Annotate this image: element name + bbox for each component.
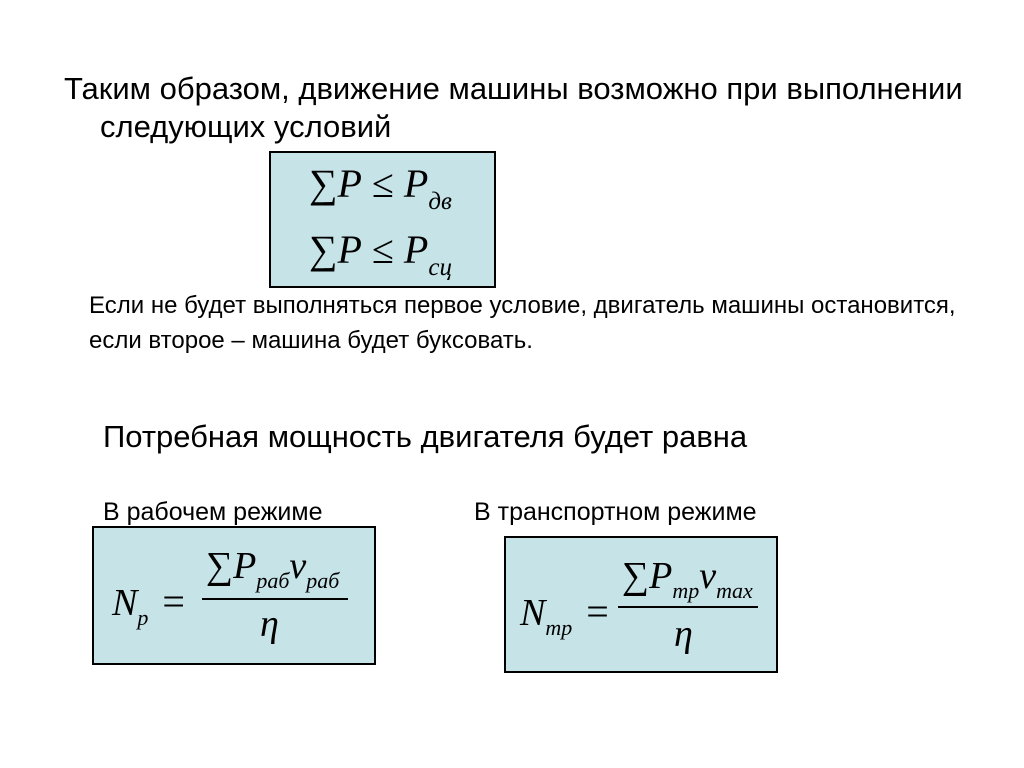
work-formula-box xyxy=(92,526,376,665)
transport-lhs-subscript: тр xyxy=(545,615,573,640)
transport-fraction-bar xyxy=(618,606,758,608)
condition-lhs: ∑P xyxy=(309,161,362,206)
condition-rhs: P xyxy=(403,161,429,206)
transport-formula-denominator: η xyxy=(674,613,693,655)
transport-formula-lhs: Nтр = xyxy=(520,589,609,640)
work-equals-sign: = xyxy=(162,579,185,624)
conditions-box xyxy=(269,151,496,288)
condition-engine xyxy=(309,161,452,213)
transport-formula-numerator: ∑Pтрvmax xyxy=(622,555,753,603)
work-fraction-bar xyxy=(202,598,348,600)
condition-rhs-subscript: сц xyxy=(428,254,452,281)
transport-mode-label: В транспортном режиме xyxy=(474,498,757,526)
transport-equals-sign: = xyxy=(586,589,609,634)
work-lhs-subscript: р xyxy=(137,605,149,630)
intro-text: Таким образом, движение машины возможно при выполнении следующих условий xyxy=(64,71,963,144)
condition-rhs: P xyxy=(403,227,429,272)
condition-traction xyxy=(309,227,452,279)
work-mode-label: В рабочем режиме xyxy=(103,498,323,526)
condition-lhs: ∑P xyxy=(309,227,362,272)
work-formula-denominator: η xyxy=(260,603,279,645)
power-heading: Потребная мощность двигателя будет равна xyxy=(103,419,748,454)
work-formula-numerator: ∑Pрабvраб xyxy=(206,545,340,593)
transport-formula-box xyxy=(504,536,778,673)
condition-operator: ≤ xyxy=(371,161,394,206)
note-text: Если не будет выполняться первое условие, двигатель машины остановится, если второе – машина будет буксовать. xyxy=(89,292,956,354)
condition-rhs-subscript: дв xyxy=(428,188,452,215)
condition-operator: ≤ xyxy=(371,227,394,272)
work-formula-lhs: Nр = xyxy=(112,579,185,630)
